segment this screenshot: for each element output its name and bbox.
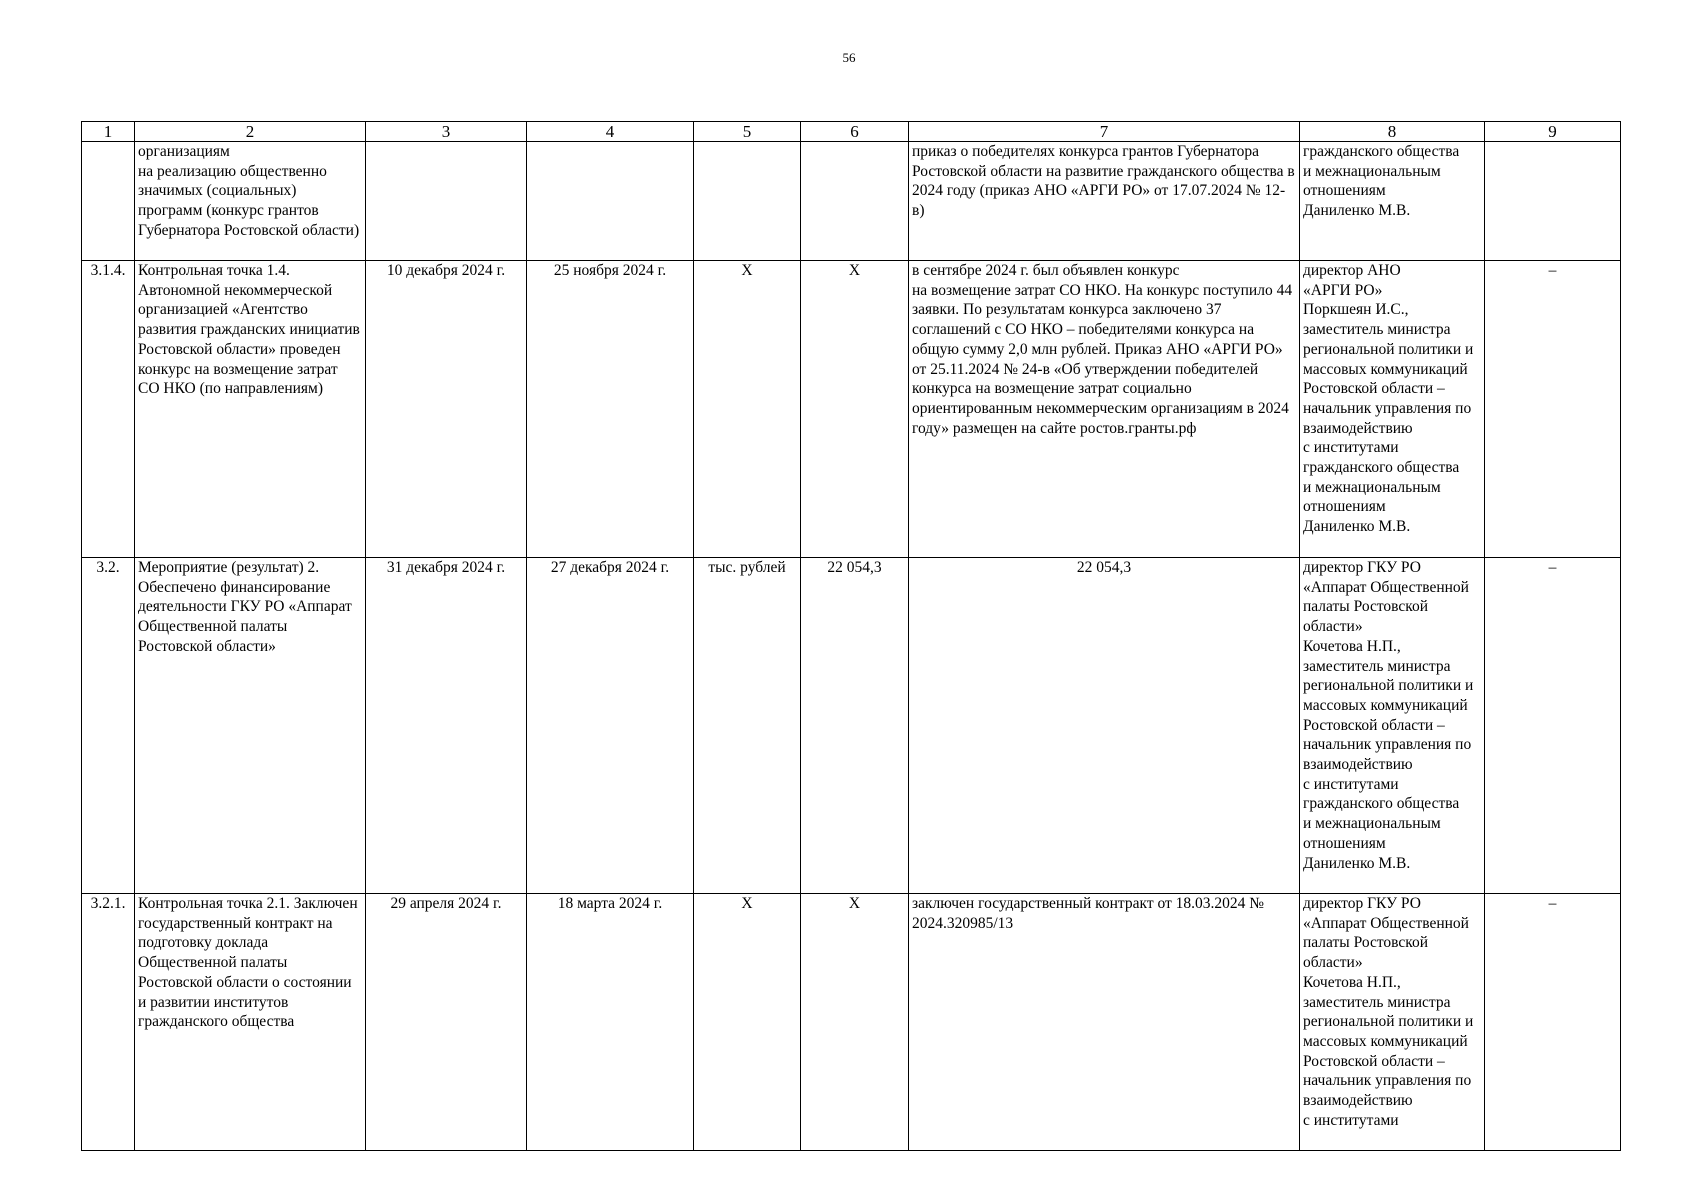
row-number-cell: 3.2.1. [82,894,135,1151]
responsible-cell: директор ГКУ РО «Аппарат Общественной палаты Ростовской области» Кочетова Н.П., заместитель министра региональной политики и массовых коммуникаций Ростовской области – начальник управления по взаимодействию с институтами гражданского общества и межнациональным отношениям Даниленко М.В. [1300,558,1485,894]
table-header-row [82,122,1621,142]
result-cell: приказ о победителях конкурса грантов Губернатора Ростовской области на развитие гражданского общества в 2024 году (приказ АНО «АРГИ РО» от 17.07.2024 № 12-в) [909,142,1300,261]
date-plan-cell: 10 декабря 2024 г. [366,261,527,558]
column-header: 4 [527,122,694,142]
unit-cell: Х [694,261,801,558]
result-cell: 22 054,3 [909,558,1300,894]
column-header: 5 [694,122,801,142]
date-fact-cell: 27 декабря 2024 г. [527,558,694,894]
table-row [82,558,1621,894]
row-name-cell: Контрольная точка 1.4. Автономной некоммерческой организацией «Агентство развития гражданских инициатив Ростовской области» проведен конкурс на возмещение затрат СО НКО (по направлениям) [135,261,366,558]
row-name-cell: Контрольная точка 2.1. Заключен государственный контракт на подготовку доклада Общественной палаты Ростовской области о состоянии и развитии институтов гражданского общества [135,894,366,1151]
date-plan-cell [366,142,527,261]
responsible-cell: гражданского общества и межнациональным отношениям Даниленко М.В. [1300,142,1485,261]
column-header: 1 [82,122,135,142]
table-row [82,142,1621,261]
page-number: 56 [842,50,856,65]
row-name-cell: Мероприятие (результат) 2. Обеспечено финансирование деятельности ГКУ РО «Аппарат Общественной палаты Ростовской области» [135,558,366,894]
note-cell [1485,142,1621,261]
note-cell: – [1485,558,1621,894]
report-table [81,121,1621,1151]
column-header: 7 [909,122,1300,142]
column-header: 8 [1300,122,1485,142]
unit-cell: тыс. рублей [694,558,801,894]
column-header: 6 [801,122,909,142]
note-cell: – [1485,261,1621,558]
row-number-cell: 3.1.4. [82,261,135,558]
column-header: 9 [1485,122,1621,142]
plan-value-cell: 22 054,3 [801,558,909,894]
table-row [82,894,1621,1151]
responsible-cell: директор АНО «АРГИ РО» Поркшеян И.С., заместитель министра региональной политики и массовых коммуникаций Ростовской области – начальник управления по взаимодействию с институтами гражданского общества и межнациональным отношениям Даниленко М.В. [1300,261,1485,558]
date-plan-cell: 31 декабря 2024 г. [366,558,527,894]
plan-value-cell: Х [801,261,909,558]
date-fact-cell: 25 ноября 2024 г. [527,261,694,558]
result-cell: заключен государственный контракт от 18.03.2024 № 2024.320985/13 [909,894,1300,1151]
date-fact-cell [527,142,694,261]
plan-value-cell [801,142,909,261]
unit-cell [694,142,801,261]
row-number-cell [82,142,135,261]
result-cell: в сентябре 2024 г. был объявлен конкурс на возмещение затрат СО НКО. На конкурс поступило 44 заявки. По результатам конкурса заключено 37 соглашений с СО НКО – победителями конкурса на общую сумму 2,0 млн рублей. Приказ АНО «АРГИ РО» от 25.11.2024 № 24-в «Об утверждении победителей конкурса на возмещение затрат социально ориентированным некоммерческим организациям в 2024 году» размещен на сайте ростов.гранты.рф [909,261,1300,558]
table-row [82,261,1621,558]
unit-cell: Х [694,894,801,1151]
row-name-cell: организациям на реализацию общественно значимых (социальных) программ (конкурс грантов Губернатора Ростовской области) [135,142,366,261]
note-cell: – [1485,894,1621,1151]
column-header: 3 [366,122,527,142]
plan-value-cell: Х [801,894,909,1151]
responsible-cell: директор ГКУ РО «Аппарат Общественной палаты Ростовской области» Кочетова Н.П., заместитель министра региональной политики и массовых коммуникаций Ростовской области – начальник управления по взаимодействию с институтами [1300,894,1485,1151]
date-plan-cell: 29 апреля 2024 г. [366,894,527,1151]
date-fact-cell: 18 марта 2024 г. [527,894,694,1151]
column-header: 2 [135,122,366,142]
row-number-cell: 3.2. [82,558,135,894]
